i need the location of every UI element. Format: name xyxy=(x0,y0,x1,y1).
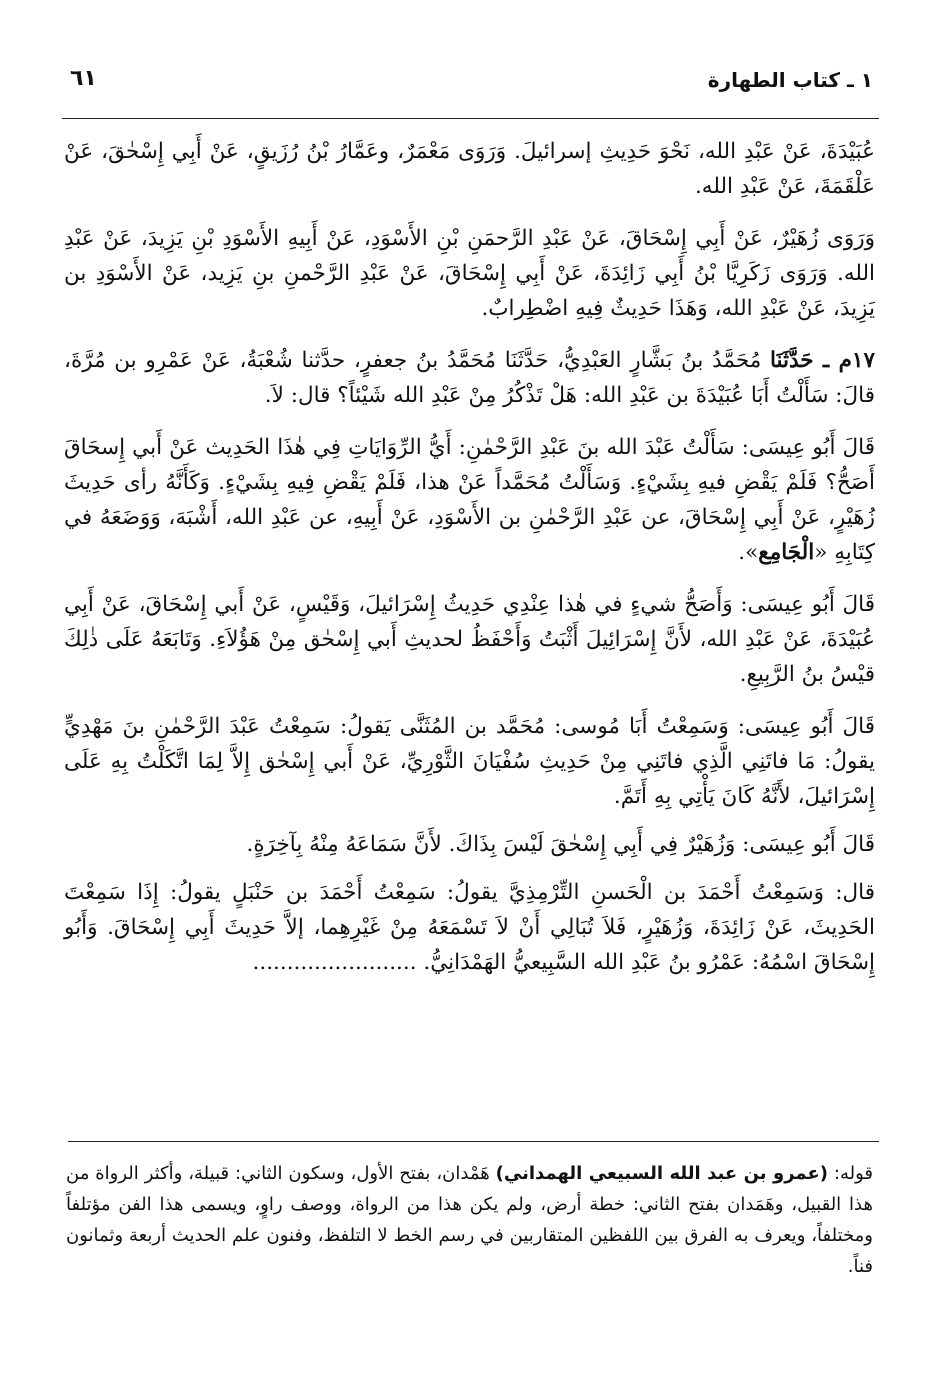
paragraph-8-text: قال: وَسَمِعْتُ أَحْمَدَ بن الْحَسنِ التِّرْمِذِيَّ يقولُ: سَمِعْتُ أَحْمَدَ بن حَنْبَلٍ يقولُ: إِذَا سَمِعْتَ الحَدِيثَ، عَنْ زَائِدَةَ، وَزُهَيْرٍ، فَلاَ تُبَالِي أَنْ لاَ تَسْمَعَهُ مِنْ غَيْرِهِما، إلاَّ حَدِيثَ أَبِي إِسْحَاقَ. وَأَبُو إِسْحَاقَ اسْمُهُ: عَمْرُو بنُ عَبْدِ الله السَّبِيعيُّ الهَمْدَانِيُّ. xyxy=(64,880,875,975)
header-divider xyxy=(62,118,879,119)
page-number: ٦١ xyxy=(70,66,97,91)
footnote-heading: (عمرو بن عبد الله السبيعي الهمداني) xyxy=(495,1163,828,1184)
paragraph-8 xyxy=(64,875,875,980)
hadith-number: ١٧م ـ حَدَّثَنَا xyxy=(769,348,875,373)
footnote-paragraph xyxy=(66,1158,873,1282)
continuation-dots: ........................ xyxy=(252,950,417,975)
paragraph-3-text: مُحَمَّدُ بنُ بَشَّارٍ العَبْدِيُّ، حَدَّثَنَا مُحَمَّدُ بنُ جعفرٍ، حدَّثنا شُعْبَةُ، عَنْ عَمْرِو بن مُرَّةَ، قالَ: سَأَلْتُ أَبَا عُبَيْدَةَ بن عَبْدِ الله: هَلْ تَذْكُرُ مِنْ عَبْدِ الله شَيْئاً؟ قال: لاَ. xyxy=(64,348,875,408)
paragraph-1: عُبَيْدَةَ، عَنْ عَبْدِ الله، نَحْوَ حَدِيثِ إسرائيلَ. وَرَوَى مَعْمَرٌ، وعَمَّارُ بْنُ رُزَيقٍ، عَنْ أَبِي إِسْحٰقَ، عَنْ عَلْقَمَةَ، عَنْ عَبْدِ الله. xyxy=(64,139,875,199)
footnote-text: هَمْدان، بفتح الأول، وسكون الثاني: قبيلة، وأكثر الرواة من هذا القبيل، وهَمَدان بفتح الثاني: خطة أرض، ولم يكن هذا من الرواة، ووصف راوٍ، ويسمى هذا الفن مؤتلفاً ومختلفاً، ويعرف به الفرق بين اللفظين المتقاربين في رسم الخط لا التلفظ، وفنون علم الحديث أربعة وثمانون فناً. xyxy=(66,1163,873,1277)
main-text xyxy=(64,134,875,997)
footnote-lead: قوله: xyxy=(827,1163,873,1184)
footnote xyxy=(66,1158,873,1282)
paragraph-2: وَرَوَى زُهَيْرٌ، عَنْ أَبِي إِسْحَاقَ، عَنْ عَبْدِ الرَّحمَنِ بْنِ الأَسْوَدِ، عَنْ أَبِيهِ الأَسْوَدِ بْنِ يَزِيدَ، عَنْ عَبْدِ الله. وَرَوَى زَكَرِيَّا بْنُ أَبِي زَائِدَةَ، عَنْ أَبِي إِسْحَاقَ، عَنْ عَبْدِ الرَّحْمنِ بنِ يَزِيد، عَنْ الأَسْوَدِ بن يَزِيدَ، عَنْ عَبْدِ الله، وَهَذَا حَدِيثٌ فِيهِ اضْطِرابٌ. xyxy=(64,226,875,321)
running-title: ١ ـ كتاب الطهارة xyxy=(707,68,873,92)
paragraph-3 xyxy=(64,343,875,413)
book-title: الْجَامِع xyxy=(758,540,815,565)
paragraph-4 xyxy=(64,430,875,570)
footnote-divider xyxy=(68,1141,879,1142)
paragraph-5: قَالَ أَبُو عِيسَى: وَأَصَحُّ شيءٍ في هٰذا عِنْدِي حَدِيثُ إِسْرَائيلَ، وَقَيْسٍ، عَنْ أَبي إِسْحَاقَ، عَنْ أَبِي عُبَيْدَةَ، عَنْ عَبْدِ الله، لأَنَّ إِسْرَائِيلَ أَثْبَتُ وَأَحْفَظُ لحديثِ أَبي إِسْحٰق مِنْ هَؤُلاَءِ. وَتَابَعَهُ عَلَى ذٰلِكَ قيْسُ بنُ الرَّبِيعِ. xyxy=(64,592,875,687)
paragraph-6: قَالَ أَبُو عِيسَى: وَسَمِعْتُ أَبَا مُوسى: مُحَمَّد بن المُثَنَّى يَقولُ: سَمِعْتُ عَبْدَ الرَّحْمٰنِ بنَ مَهْدِيٍّ يقولُ: مَا فاتَنِي الَّذِي فاتَنِي مِنْ حَدِيثِ سُفْيَانَ الثَّوْرِيِّ، عَنْ أَبي إِسْحٰق إِلاَّ لِمَا اتَّكَلْتُ بِهِ عَلَى إِسْرَائيلَ، لأَنَّهُ كَانَ يَأْتِي بِهِ أَتَمَّ. xyxy=(64,714,875,809)
paragraph-4-text: قَالَ أَبُو عِيسَى: سَأَلْتُ عَبْدَ الله بنَ عَبْدِ الرَّحْمٰنِ: أَيُّ الرِّوَايَاتِ فِي هٰذَا الحَدِيث عَنْ أَبي إِسحَاقَ أَصَحُّ؟ فَلَمْ يَقْضِ فيهِ بِشَيْءٍ. وَسَأَلْتُ مُحَمَّداً عَنْ هذا، فَلَمْ يَقْضِ فِيهِ بِشَيْءٍ. وَكَأَنَّهُ رأى حَدِيثَ زُهَيْرٍ، عَنْ أَبِي إِسْحَاقَ، عن عَبْدِ الرَّحْمٰنِ بن الأَسْوَدِ، عَنْ أَبِيهِ، عن عَبْدِ الله، أَشْبَهَ، وَوَضَعَهُ في كِتَابِهِ « xyxy=(64,435,875,565)
paragraph-4-end: ». xyxy=(738,540,759,565)
paragraph-7: قَالَ أَبُو عِيسَى: وَزُهَيْرٌ فِي أَبِي إِسْحٰقَ لَيْسَ بِذَاكَ. لأَنَّ سَمَاعَهُ مِنْهُ بِآخِرَةٍ. xyxy=(246,832,875,857)
